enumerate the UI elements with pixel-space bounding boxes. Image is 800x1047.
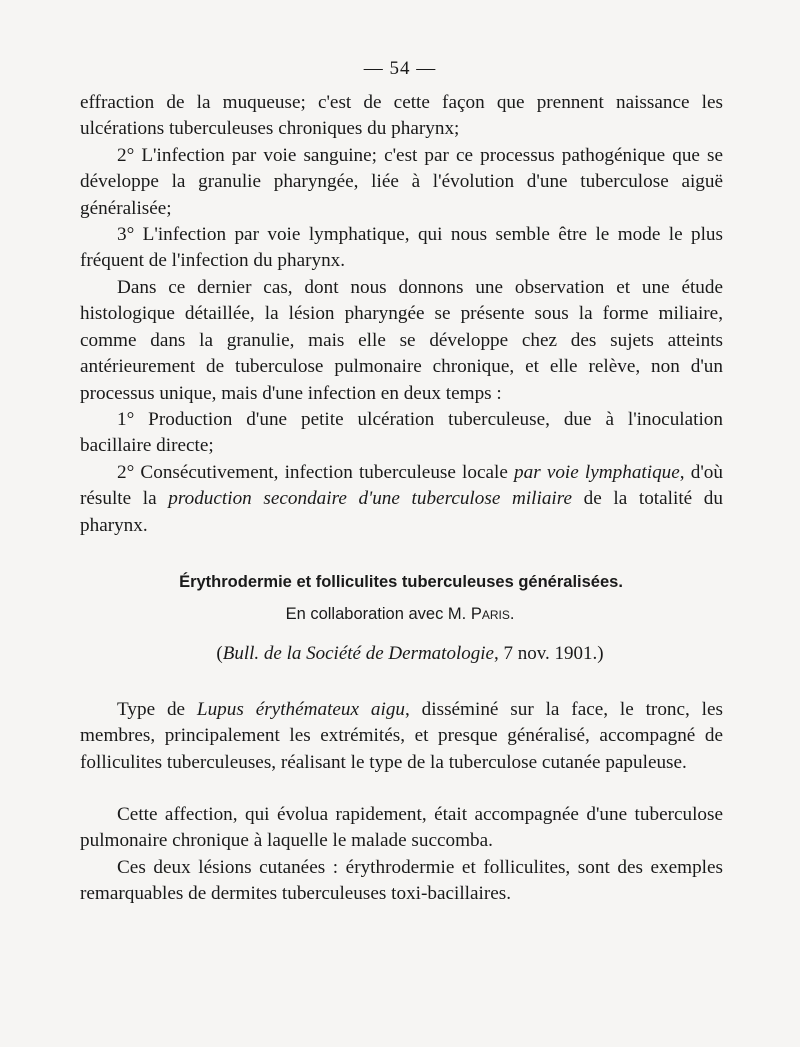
collab-prefix: En collaboration avec M. bbox=[285, 605, 471, 623]
paragraph-evolution: Cette affection, qui évolua rapidement, était accompagnée d'une tuberculose pulmonaire chronique à laquelle le malade succomba. bbox=[80, 804, 723, 852]
paragraph-step-one: 1° Production d'une petite ulcération tuberculeuse, due à l'inoculation bacillaire directe; bbox=[80, 409, 723, 457]
collab-suffix: . bbox=[509, 605, 515, 623]
collab-name: Paris bbox=[470, 605, 510, 623]
step-two-italic-miliary: production secondaire d'une tuberculose miliaire bbox=[168, 488, 573, 510]
paragraph-conclusion: Ces deux lésions cutanées : érythrodermie et folliculites, sont des exemples remarquables de dermites tuberculeuses toxi-bacillaires. bbox=[80, 857, 723, 905]
paragraph-lymph-route: 3° L'infection par voie lymphatique, qui nous semble être le mode le plus fréquent de l'infection du pharynx. bbox=[80, 224, 723, 272]
lupus-italic: Lupus érythémateux aigu bbox=[196, 699, 406, 720]
ref-open: ( bbox=[216, 643, 223, 664]
step-two-text-c: , d'où résulte la bbox=[80, 462, 723, 510]
lupus-text-a: Type de bbox=[117, 699, 197, 720]
step-two-text-a: 2° Consécutivement, infection tuberculeuse locale bbox=[117, 462, 515, 483]
page-number: — 54 — bbox=[363, 58, 437, 79]
paragraph-blood-route: 2° L'infection par voie sanguine; c'est par ce processus pathogénique que se développe la granulie pharyngée, liée à l'évolution d'une tuberculose aiguë généralisée; bbox=[80, 145, 723, 219]
ref-journal: Bull. de la Société de Dermatologie bbox=[222, 643, 494, 664]
section-collaboration bbox=[0, 601, 800, 627]
paragraph-observation: Dans ce dernier cas, dont nous donnons une observation et une étude histologique détaillée, la lésion pharyngée se présente sous la forme miliaire, comme dans la granulie, mais elle se développe chez des sujets atteints antérieurement de tuberculose pulmonaire chronique, et elle relève, non d'un processus unique, mais d'une infection en deux temps : bbox=[80, 277, 723, 404]
section-title: Érythrodermie et folliculites tuberculeuses généralisées. bbox=[179, 573, 623, 591]
paragraph-mucosa: effraction de la muqueuse; c'est de cette façon que prennent naissance les ulcérations tuberculeuses chroniques du pharynx; bbox=[80, 92, 723, 140]
paragraph-step-two bbox=[80, 460, 723, 539]
paragraph-lupus bbox=[80, 697, 723, 776]
step-two-italic-lymph: par voie lymphatique bbox=[514, 462, 680, 483]
ref-date: , 7 nov. 1901.) bbox=[493, 643, 604, 664]
lupus-text-c: , disséminé sur la face, le tronc, les membres, principalement les extrémités, et presque généralisé, accompagné de folliculites tuberculeuses, réalisant le type de la tuberculose cutanée papuleuse. bbox=[80, 699, 723, 773]
step-two-text-e: de la totalité du pharynx. bbox=[80, 488, 723, 536]
section-reference bbox=[10, 641, 800, 667]
